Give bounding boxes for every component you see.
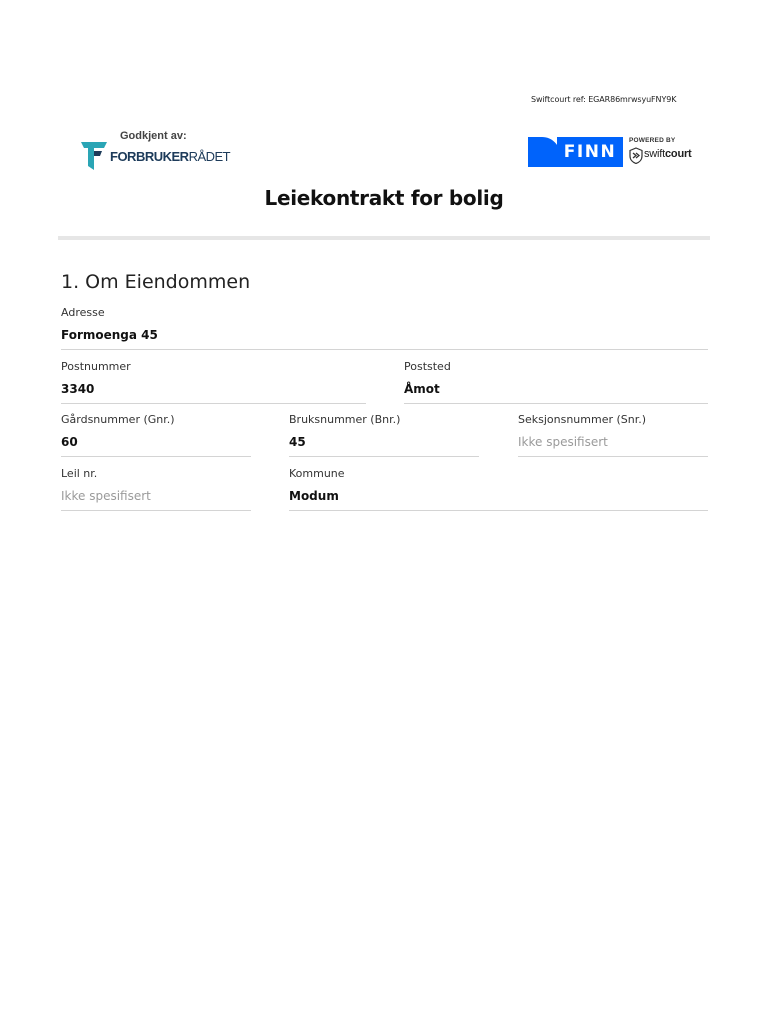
field-value: Formoenga 45 <box>61 328 158 342</box>
field-value: Ikke spesifisert <box>61 489 151 503</box>
field-value: 3340 <box>61 382 95 396</box>
forbrukeradet-name-regular: RÅDET <box>188 149 231 164</box>
swiftcourt-logo-icon <box>629 147 643 164</box>
field-underline <box>404 403 708 404</box>
swiftcourt-wordmark <box>644 148 692 160</box>
field-value: 45 <box>289 435 306 449</box>
field-label: Adresse <box>61 306 105 319</box>
field-label: Leil nr. <box>61 467 98 480</box>
field-underline <box>61 349 708 350</box>
swiftcourt-reference: Swiftcourt ref: EGAR86mrwsyuFNY9K <box>531 95 677 104</box>
field-underline <box>289 510 708 511</box>
field-underline <box>61 403 366 404</box>
field-label: Postnummer <box>61 360 131 373</box>
field-leil <box>61 467 251 511</box>
field-label: Bruksnummer (Bnr.) <box>289 413 401 426</box>
document-title: Leiekontrakt for bolig <box>264 186 504 210</box>
field-bnr <box>289 413 479 457</box>
field-snr <box>518 413 708 457</box>
field-underline <box>289 456 479 457</box>
field-value: Modum <box>289 489 339 503</box>
approved-by-label: Godkjent av: <box>120 130 187 142</box>
finn-label: FINN <box>563 142 617 162</box>
field-postnummer <box>61 360 366 404</box>
field-value: Åmot <box>404 382 440 396</box>
powered-by-label: POWERED BY <box>629 137 676 144</box>
field-underline <box>61 510 251 511</box>
finn-logo-icon <box>528 137 560 167</box>
forbrukeradet-wordmark <box>110 149 230 164</box>
field-gnr <box>61 413 251 457</box>
field-value: 60 <box>61 435 78 449</box>
field-poststed <box>404 360 708 404</box>
swiftcourt-name-bold: court <box>665 148 692 160</box>
field-underline <box>518 456 708 457</box>
field-address <box>61 306 708 350</box>
finn-swiftcourt-logo <box>528 136 690 168</box>
forbrukeradet-name-bold: FORBRUKER <box>110 149 189 164</box>
section-title: 1. Om Eiendommen <box>61 271 251 293</box>
field-label: Gårdsnummer (Gnr.) <box>61 413 175 426</box>
header-divider <box>58 236 710 240</box>
field-value: Ikke spesifisert <box>518 435 608 449</box>
forbrukeradet-logo <box>80 130 230 174</box>
field-label: Seksjonsnummer (Snr.) <box>518 413 647 426</box>
field-label: Poststed <box>404 360 451 373</box>
field-underline <box>61 456 251 457</box>
field-kommune <box>289 467 708 511</box>
finn-wordmark <box>557 137 623 167</box>
field-label: Kommune <box>289 467 345 480</box>
swiftcourt-name-regular: swift <box>644 148 666 160</box>
forbrukeradet-logo-icon <box>80 140 110 172</box>
